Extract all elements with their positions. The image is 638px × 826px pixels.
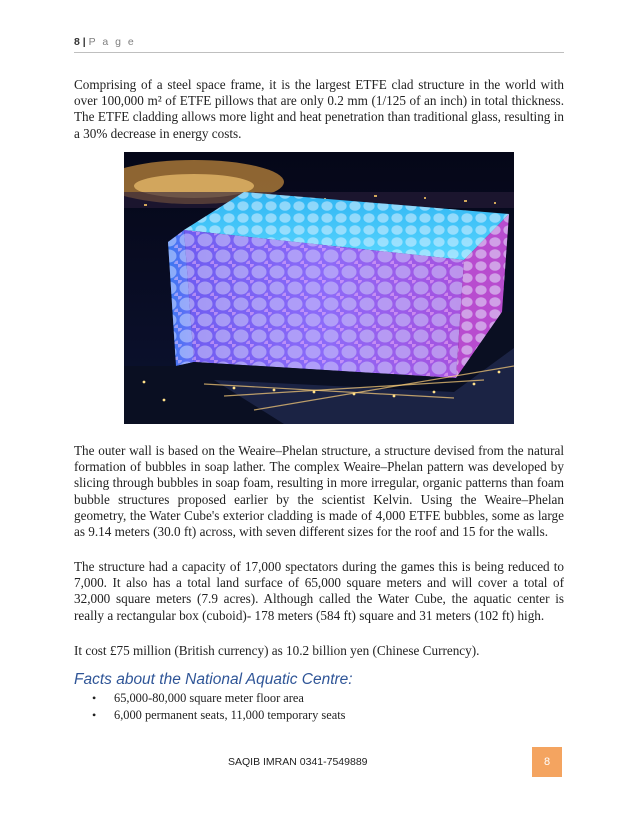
facts-list — [92, 690, 345, 724]
footer-author: SAQIB IMRAN 0341-7549889 — [228, 756, 368, 768]
page-header — [74, 36, 564, 53]
facts-heading: Facts about the National Aquatic Centre: — [74, 671, 353, 688]
footer-page-number: 8 — [532, 747, 562, 777]
paragraph-cost: It cost £75 million (British currency) as 10.2 billion yen (Chinese Currency). — [74, 643, 480, 658]
list-item: • 6,000 permanent seats, 11,000 temporary seats — [92, 707, 345, 724]
list-item: • 65,000-80,000 square meter floor area — [92, 690, 345, 707]
paragraph-capacity: The structure had a capacity of 17,000 spectators during the games this is being reduced to 7,000. It also has a total land surface of 65,000 square meters and will cover a total of 32,000 square meters (7.9 acres). Although called the Water Cube, the aquatic center is really a rectangular box (cuboid)- 178 meters (584 ft) square and 31 meters (102 ft) high. — [74, 559, 564, 623]
paragraph-etfe-cladding: Comprising of a steel space frame, it is the largest ETFE clad structure in the world with over 100,000 m² of ETFE pillows that are only 0.2 mm (1/125 of an inch) in total thickness. The ETFE cladding allows more light and heat penetration than traditional glass, resulting in a 30% decrease in energy costs. — [74, 77, 564, 141]
paragraph-weaire-phelan: The outer wall is based on the Weaire–Phelan structure, a structure devised from the natural formation of bubbles in soap lather. The complex Weaire–Phelan pattern was developed by slicing through bubbles in soap foam, resulting in more irregular, organic patterns than foam bubble structures proposed earlier by the scientist Kelvin. Using the Weaire–Phelan geometry, the Water Cube's exterior cladding is made of 4,000 ETFE bubbles, some as large as 9.14 meters (30.0 ft) across, with seven different sizes for the roof and 15 for the walls. — [74, 443, 564, 540]
header-page-number: 8 — [74, 36, 80, 48]
header-separator: | — [82, 36, 86, 48]
water-cube-photo — [124, 152, 514, 424]
header-page-word: P a g e — [88, 36, 136, 48]
